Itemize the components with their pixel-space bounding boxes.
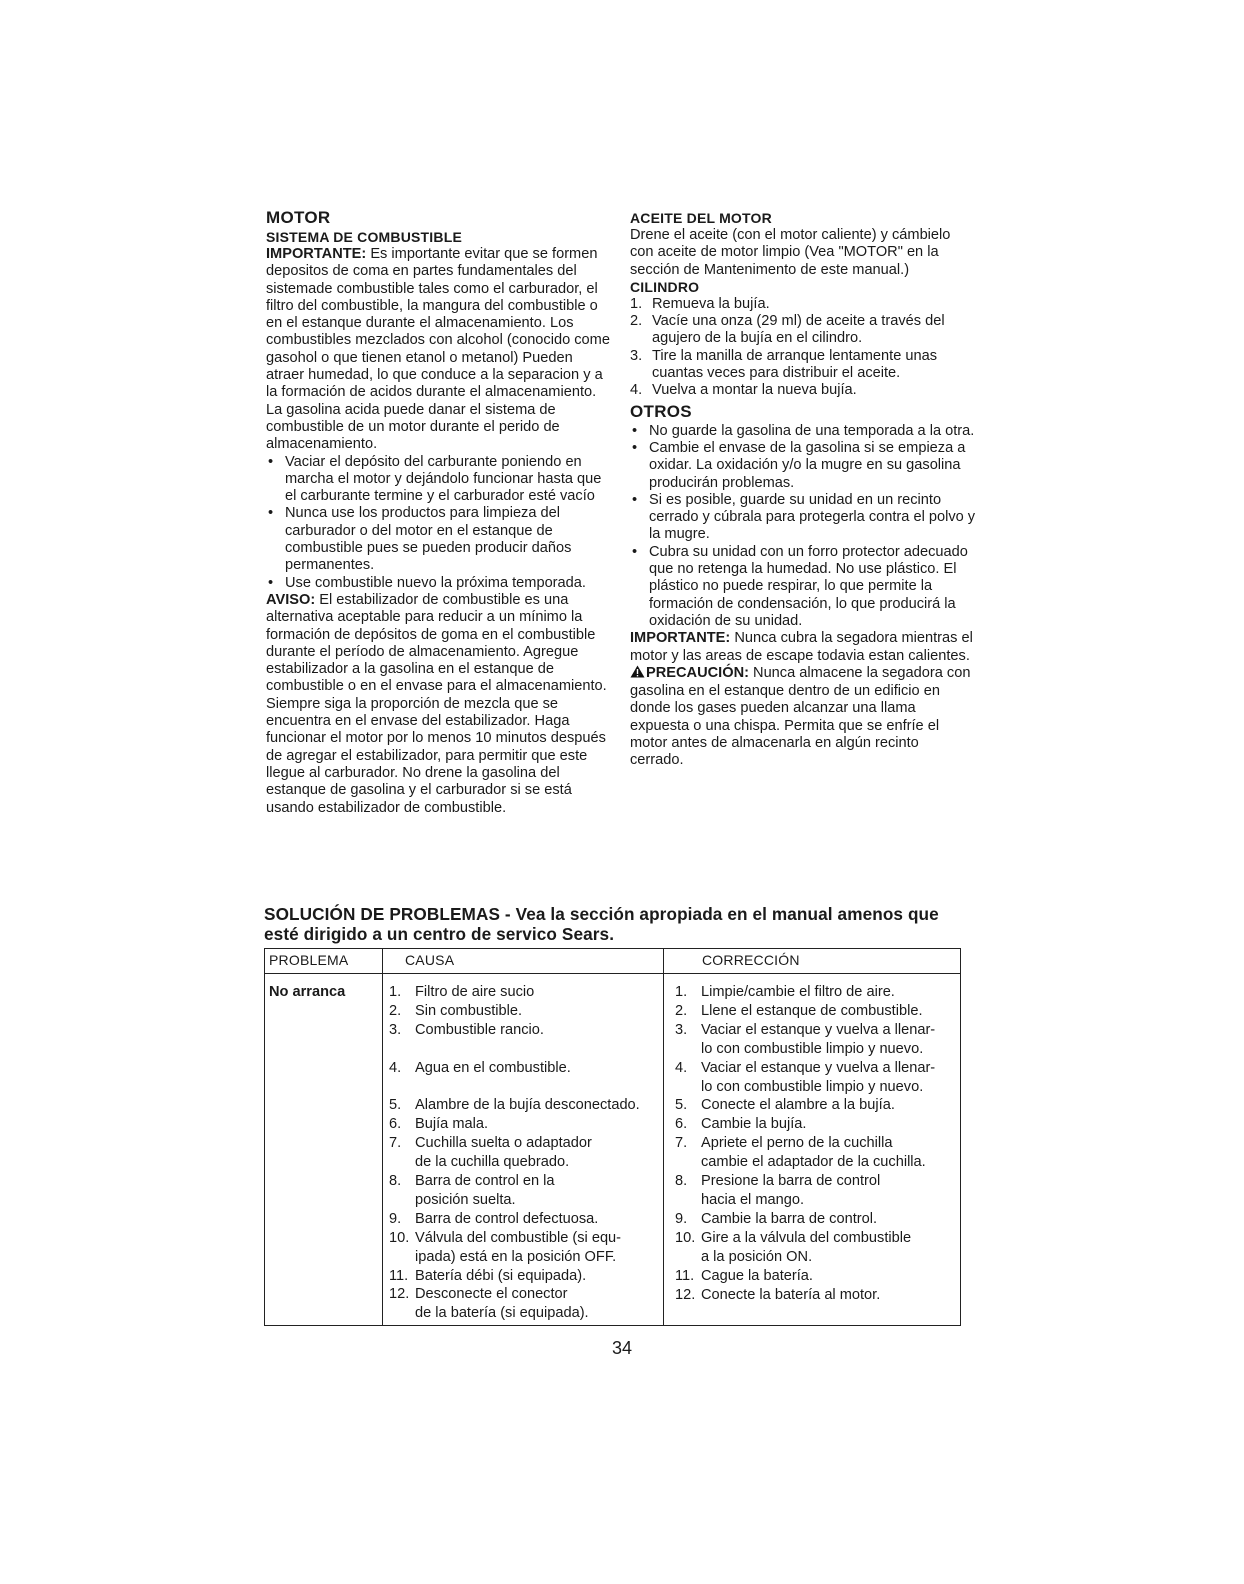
step-text: Remueva la bujía. (652, 295, 770, 312)
list-item (389, 1285, 657, 1323)
step-text: Vacíe una onza (29 ml) de aceite a través del agujero de la bujía en el cilindro. (652, 313, 945, 347)
item-number: 11. (675, 1267, 695, 1284)
list-item (389, 1096, 657, 1115)
step-number: 1. (630, 295, 643, 312)
item-text-line: hacia el mango. (701, 1191, 805, 1208)
item-text-line: Batería débi (si equipada). (415, 1267, 587, 1284)
item-text-line: Conecte el alambre a la bujía. (701, 1097, 895, 1114)
item-text-line: posición suelta. (415, 1191, 516, 1208)
item-text-line: cambie el adaptador de la cuchilla. (701, 1154, 926, 1171)
header-causa: CAUSA (405, 952, 455, 968)
item-number: 3. (675, 1021, 688, 1038)
item-number: 12. (675, 1286, 696, 1303)
otros-bullet-list (630, 423, 976, 631)
list-item (389, 1267, 657, 1286)
item-number: 6. (389, 1116, 402, 1133)
item-number: 7. (675, 1135, 688, 1152)
cilindro-heading: CILINDRO (630, 278, 700, 295)
list-item (389, 983, 657, 1002)
fuel-importante-paragraph (266, 246, 612, 454)
item-text-line: Cague la batería. (701, 1267, 813, 1284)
troubleshooting-table (264, 948, 961, 1326)
list-item (675, 1059, 959, 1097)
aviso-label: AVISO: (266, 591, 316, 608)
list-item (389, 1002, 657, 1021)
item-number: 8. (389, 1173, 402, 1190)
item-number: 10. (389, 1229, 410, 1246)
item-text-line: Barra de control en la (415, 1173, 555, 1190)
item-number: 10. (675, 1229, 696, 1246)
precaucion-paragraph (630, 665, 976, 770)
header-divider (265, 973, 960, 974)
list-item (675, 983, 959, 1002)
correccion-list (675, 983, 959, 1304)
item-text-line (415, 1078, 657, 1097)
item-text-line: Desconecte el conector (415, 1286, 568, 1303)
item-number: 9. (389, 1210, 402, 1227)
list-item (389, 1134, 657, 1172)
fuel-system-heading: SISTEMA DE COMBUSTIBLE (266, 229, 462, 245)
troubleshooting-title: SOLUCIÓN DE PROBLEMAS - Vea la sección apropiada en el manual amenos que esté dirigido a un centro de servico Sears. (264, 904, 939, 944)
list-item (630, 296, 976, 313)
left-column (266, 208, 612, 817)
causa-list (389, 983, 657, 1323)
list-item (630, 348, 976, 383)
item-text-line: Limpie/cambie el filtro de aire. (701, 984, 895, 1000)
item-text-line: Gire a la válvula del combustible (701, 1229, 912, 1246)
column-divider (663, 949, 664, 1325)
item-text-line: Vaciar el estanque y vuelva a llenar- (701, 1059, 936, 1076)
otros-importante-paragraph (630, 630, 976, 665)
otros-heading: OTROS (630, 401, 692, 421)
header-correccion: CORRECCIÓN (702, 952, 800, 968)
item-text-line (415, 1040, 657, 1059)
importante-label: IMPORTANTE: (266, 246, 367, 262)
item-number: 4. (675, 1059, 688, 1076)
item-text-line: Sin combustible. (415, 1002, 523, 1019)
precaucion-label: PRECAUCIÓN: (646, 664, 749, 681)
right-column (630, 208, 976, 770)
step-text: Tire la manilla de arranque lentamente unas cuantas veces para distribuir el aceite. (652, 347, 938, 382)
warning-triangle-icon (630, 665, 645, 683)
importante-text: Nunca cubra la segadora mientras el motor y las areas de escape todavia estan calientes. (630, 630, 973, 664)
item-number: 3. (389, 1021, 402, 1038)
list-item (675, 1267, 959, 1286)
precaucion-text: Nunca almacene la segadora con gasolina en el estanque dentro de un edificio en donde los gases pueden alcanzar una llama expuesta o una chispa. Permita que se enfríe el motor antes de almacenarla en algún recinto cerrado. (630, 664, 971, 769)
item-text-line: a la posición ON. (701, 1248, 813, 1265)
item-number: 5. (389, 1097, 402, 1114)
list-item (675, 1210, 959, 1229)
list-item (675, 1002, 959, 1021)
item-text-line: Válvula del combustible (si equ- (415, 1229, 622, 1246)
item-text-line: lo con combustible limpio y nuevo. (701, 1040, 924, 1057)
list-item: • Use combustible nuevo la próxima temporada. (266, 575, 612, 592)
item-text-line: Combustible rancio. (415, 1021, 544, 1038)
motor-title: MOTOR (266, 208, 331, 227)
list-item: • Vaciar el depósito del carburante poniendo en marcha el motor y dejándolo funcionar hasta que el carburante termine y el carburador esté vacío (266, 454, 612, 506)
list-item: • Cambie el envase de la gasolina si se empieza a oxidar. La oxidación y/o la mugre en su gasolina producirán problemas. (630, 440, 976, 492)
list-item (389, 1172, 657, 1210)
item-text-line: Conecte la batería al motor. (701, 1286, 881, 1303)
list-item (389, 1059, 657, 1097)
aceite-heading: ACEITE DEL MOTOR (630, 210, 772, 226)
item-number: 4. (389, 1059, 402, 1076)
list-item (675, 1021, 959, 1059)
item-text-line: Agua en el combustible. (415, 1059, 571, 1076)
list-item (389, 1115, 657, 1134)
item-number: 1. (675, 984, 688, 1000)
cilindro-steps (630, 296, 976, 400)
item-text-line: Presione la barra de control (701, 1173, 881, 1190)
item-text-line: Llene el estanque de combustible. (701, 1002, 923, 1019)
item-text-line: Cambie la bujía. (701, 1116, 807, 1133)
list-item: • Si es posible, guarde su unidad en un recinto cerrado y cúbrala para protegerla contra el polvo y la mugre. (630, 492, 976, 544)
step-number: 3. (630, 347, 643, 364)
list-item (389, 1210, 657, 1229)
item-text-line: Cuchilla suelta o adaptador (415, 1135, 592, 1152)
header-problema: PROBLEMA (269, 952, 349, 968)
item-number: 2. (675, 1002, 688, 1019)
item-text-line: ipada) está en la posición OFF. (415, 1248, 617, 1265)
list-item (675, 1229, 959, 1267)
item-text-line: lo con combustible limpio y nuevo. (701, 1078, 924, 1095)
list-item (675, 1096, 959, 1115)
importante-text: Es importante evitar que se formen depositos de coma en partes fundamentales del sistemade combustible tales como el carburador, el filtro del combustible, la mangura del combustible o en el estanque durante el almacenamiento. Los combustibles mezclados con alcohol (conocido come gasohol o que tienen etanol o metanol) Pueden atraer humedad, lo que conduce a la separacion y a la formación de acidos durante el almacenamiento. La gasolina acida puede danar el sistema de combustible de un motor durante el perido de almacenamiento. (266, 246, 610, 453)
list-item: • No guarde la gasolina de una temporada a la otra. (630, 423, 976, 440)
item-text-line: Barra de control defectuosa. (415, 1210, 599, 1227)
list-item: • Nunca use los productos para limpieza del carburador o del motor en el estanque de combustible pues se pueden producir daños permanentes. (266, 505, 612, 574)
column-divider (382, 949, 383, 1325)
item-number: 6. (675, 1116, 688, 1133)
item-number: 5. (675, 1097, 688, 1114)
item-number: 9. (675, 1210, 688, 1227)
step-number: 4. (630, 382, 643, 399)
item-number: 12. (389, 1286, 410, 1303)
item-text-line: Bujía mala. (415, 1116, 489, 1133)
item-number: 11. (389, 1267, 409, 1284)
item-text-line: Filtro de aire sucio (415, 984, 535, 1000)
list-item: • Cubra su unidad con un forro protector adecuado que no retenga la humedad. No use plástico. El plástico no puede respirar, lo que permite la formación de condensación, lo que producirá la oxidación de su unidad. (630, 544, 976, 630)
step-number: 2. (630, 313, 643, 330)
item-text-line: de la cuchilla quebrado. (415, 1154, 570, 1171)
aviso-text: El estabilizador de combustible es una alternativa aceptable para reducir a un mínimo la formación de depósitos de goma en el combustible durante el período de almacenamiento. Agregue estabilizador a la gasolina en el estanque de combustible o en el envase para el almacenamiento. Siempre siga la proporción de mezcla que se encuentra en el envase del estabilizador. Haga funcionar el motor por lo menos 10 minutos después de agregar el estabilizador, para permitir que este llegue al carburador. No drene la gasolina del estanque de gasolina y el carburador si se está usando estabilizador de combustible. (266, 591, 607, 816)
item-number: 1. (389, 984, 402, 1000)
item-number: 2. (389, 1002, 402, 1019)
item-text-line: de la batería (si equipada). (415, 1305, 589, 1322)
item-number: 7. (389, 1135, 402, 1152)
list-item (675, 1172, 959, 1210)
item-text-line: Vaciar el estanque y vuelva a llenar- (701, 1021, 936, 1038)
importante-label: IMPORTANTE: (630, 630, 731, 647)
item-text-line: Apriete el perno de la cuchilla (701, 1135, 893, 1152)
list-item (675, 1115, 959, 1134)
fuel-bullet-list (266, 454, 612, 592)
item-text-line: Cambie la barra de control. (701, 1210, 878, 1227)
problema-cell: No arranca (269, 984, 346, 1000)
aceite-text: Drene el aceite (con el motor caliente) y cámbielo con aceite de motor limpio (Vea "MOTOR" en la sección de Mantenimento de este manual.) (630, 227, 951, 278)
page-number: 34 (611, 1338, 633, 1358)
aviso-paragraph (266, 592, 612, 817)
list-item (389, 1229, 657, 1267)
list-item (675, 1286, 959, 1305)
list-item (389, 1021, 657, 1059)
step-text: Vuelva a montar la nueva bujía. (652, 382, 857, 399)
item-number: 8. (675, 1173, 688, 1190)
item-text-line: Alambre de la bujía desconectado. (415, 1097, 640, 1114)
list-item (630, 313, 976, 348)
list-item (675, 1134, 959, 1172)
list-item (630, 382, 976, 399)
